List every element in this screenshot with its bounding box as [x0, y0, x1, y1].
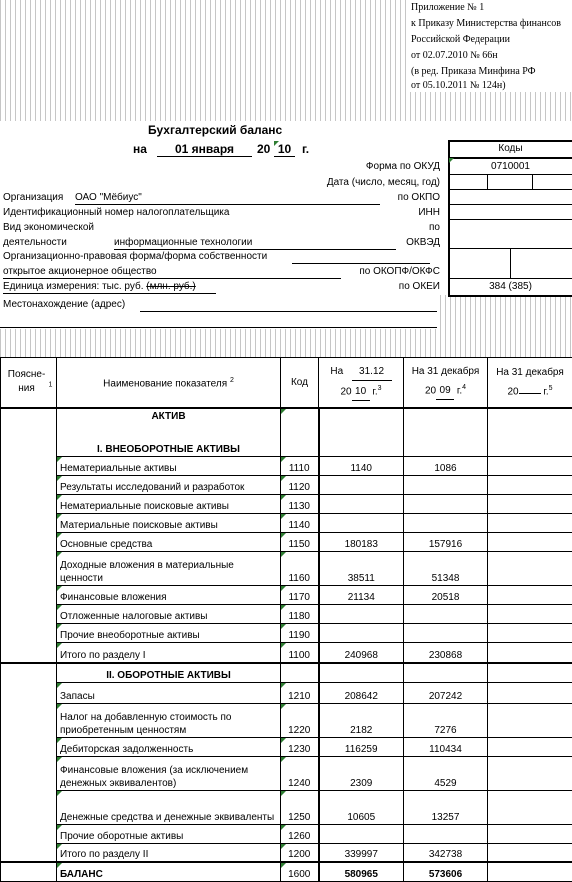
- note-cell: [1, 408, 57, 457]
- row-value-prev[interactable]: [404, 824, 488, 843]
- row-value-current[interactable]: 38511: [319, 551, 404, 585]
- row-code: 1220: [281, 703, 319, 737]
- row-code: 1120: [281, 475, 319, 494]
- inn-caption: Идентификационный номер налогоплательщика: [3, 206, 229, 219]
- cell-marker: [281, 844, 286, 849]
- row-code: 1180: [281, 604, 319, 623]
- legal-form-field[interactable]: открытое акционерное общество: [3, 265, 341, 279]
- period1-year-field[interactable]: 10: [352, 384, 370, 401]
- col-period2-header: [404, 358, 488, 408]
- cell-marker: [57, 605, 62, 610]
- row-value-prev[interactable]: 7276: [404, 703, 488, 737]
- note-cell[interactable]: [1, 682, 57, 703]
- footnote-mark: 5: [549, 385, 553, 392]
- row-name: Прочие внеоборотные активы: [57, 623, 281, 642]
- cell-marker: [57, 757, 62, 762]
- cell-marker: [274, 141, 279, 146]
- appendix-line: Приложение № 1: [411, 0, 572, 16]
- row-name: Прочие оборотные активы: [57, 824, 281, 843]
- period3-label: На 31 декабря: [488, 365, 572, 381]
- col-code-header: Код: [281, 358, 319, 408]
- table-row: [1, 475, 572, 494]
- row-name: Результаты исследований и разработок: [57, 475, 281, 494]
- footnote-mark: 2: [230, 377, 234, 384]
- cell-marker: [57, 643, 62, 648]
- row-value-prev[interactable]: 20518: [404, 585, 488, 604]
- note-cell[interactable]: [1, 642, 57, 663]
- cell-marker: [281, 586, 286, 591]
- row-value-prev[interactable]: 157916: [404, 532, 488, 551]
- cell-marker: [57, 825, 62, 830]
- period1-year-prefix: 20: [340, 386, 351, 397]
- okud-label: Форма по ОКУД: [366, 160, 440, 173]
- row-value-prev[interactable]: 207242: [404, 682, 488, 703]
- cell-marker: [281, 409, 286, 414]
- row-code: 1200: [281, 843, 319, 862]
- period2-year-prefix: 20: [425, 385, 436, 396]
- row-name: Дебиторская задолженность: [57, 737, 281, 756]
- note-cell: [1, 663, 57, 682]
- period1-prefix: На: [330, 366, 343, 377]
- appendix-line: (в ред. Приказа Минфина РФ: [411, 64, 572, 80]
- note-cell[interactable]: [1, 585, 57, 604]
- okpo-label: по ОКПО: [398, 191, 440, 204]
- footnote-mark: 4: [462, 384, 466, 391]
- row-code: 1170: [281, 585, 319, 604]
- note-cell[interactable]: [1, 843, 57, 862]
- cell-marker: [281, 495, 286, 500]
- cell-marker: [281, 643, 286, 648]
- note-cell[interactable]: [1, 703, 57, 737]
- row-code: 1140: [281, 513, 319, 532]
- cell-marker: [57, 704, 62, 709]
- activity-label-2: деятельности: [3, 236, 67, 249]
- cell-marker: [281, 704, 286, 709]
- row-value-prev2[interactable]: [488, 623, 572, 642]
- section-header-cell: [57, 408, 281, 457]
- okved-label: ОКВЭД: [406, 236, 440, 249]
- col-note-label: Поясне-ния: [5, 368, 49, 396]
- codes-line: [448, 278, 572, 279]
- table-row: [1, 642, 572, 663]
- okopf-label: по ОКОПФ/ОКФС: [359, 265, 440, 278]
- appendix-line: от 02.07.2010 № 66н: [411, 48, 572, 64]
- value-cell: [404, 408, 488, 457]
- note-cell[interactable]: [1, 494, 57, 513]
- aktiv-title: АКТИВ: [60, 410, 277, 423]
- cell-marker: [57, 738, 62, 743]
- cell-marker: [281, 863, 286, 868]
- section-header-row: [1, 408, 572, 457]
- codes-line: [448, 219, 572, 220]
- cell-marker: [281, 533, 286, 538]
- value-cell: [319, 663, 404, 682]
- value-cell: [404, 663, 488, 682]
- row-code: 1230: [281, 737, 319, 756]
- appendix-line: к Приказу Министерства финансов: [411, 16, 572, 32]
- row-value-prev2[interactable]: [488, 703, 572, 737]
- row-code: 1250: [281, 790, 319, 824]
- row-code: 1240: [281, 756, 319, 790]
- col-period1-header: [319, 358, 404, 408]
- col-note-header: [1, 358, 57, 408]
- note-cell[interactable]: [1, 737, 57, 756]
- codes-line: [448, 204, 572, 205]
- cell-marker: [57, 624, 62, 629]
- row-value-prev[interactable]: [404, 513, 488, 532]
- row-value-current[interactable]: 1140: [319, 456, 404, 475]
- row-value-prev[interactable]: 51348: [404, 551, 488, 585]
- cell-marker: [281, 624, 286, 629]
- note-cell[interactable]: [1, 551, 57, 585]
- cell-marker: [281, 552, 286, 557]
- unit-text: Единица измерения: тыс. руб.: [3, 281, 143, 292]
- cell-marker: [281, 791, 286, 796]
- table-row: [1, 862, 572, 881]
- table-row: [1, 623, 572, 642]
- codes-vline: [510, 248, 511, 278]
- inn-label: ИНН: [418, 206, 440, 219]
- row-name: Финансовые вложения (за исключением денежных эквивалентов): [57, 756, 281, 790]
- cell-marker: [57, 844, 62, 849]
- cell-marker: [57, 495, 62, 500]
- row-value-current[interactable]: 21134: [319, 585, 404, 604]
- row-name: Налог на добавленную стоимость по приобретенным ценностям: [57, 703, 281, 737]
- activity-label: Вид экономической: [3, 221, 94, 234]
- row-value-prev2[interactable]: [488, 456, 572, 475]
- table-row: [1, 532, 572, 551]
- row-value-prev2[interactable]: [488, 475, 572, 494]
- code-cell: [281, 663, 319, 682]
- period3-year-field[interactable]: [519, 381, 541, 394]
- section-header-row: [1, 663, 572, 682]
- row-code: 1160: [281, 551, 319, 585]
- row-code: 1150: [281, 532, 319, 551]
- row-value-prev2[interactable]: [488, 862, 572, 881]
- cell-marker: [57, 863, 62, 868]
- row-value-current[interactable]: 240968: [319, 642, 404, 663]
- col-period3-header: [488, 358, 572, 408]
- legal-form-label: Организационно-правовая форма/форма собственности: [3, 250, 293, 263]
- period1-date-field[interactable]: 31.12: [352, 364, 392, 381]
- report-date-field[interactable]: 01 января: [157, 142, 252, 157]
- row-value-prev2[interactable]: [488, 551, 572, 585]
- codes-vline: [487, 174, 488, 189]
- cell-marker: [57, 791, 62, 796]
- row-value-prev2[interactable]: [488, 642, 572, 663]
- row-name: Денежные средства и денежные эквиваленты: [57, 790, 281, 824]
- row-code: 1260: [281, 824, 319, 843]
- section1-title: I. ВНЕОБОРОТНЫЕ АКТИВЫ: [60, 443, 277, 456]
- year-prefix: 20: [257, 142, 270, 156]
- okei-label: по ОКЕИ: [399, 280, 440, 293]
- footnote-mark: 3: [378, 385, 382, 392]
- table-row: [1, 756, 572, 790]
- note-cell[interactable]: [1, 532, 57, 551]
- table-row: [1, 456, 572, 475]
- cell-marker: [281, 738, 286, 743]
- row-value-current[interactable]: 2182: [319, 703, 404, 737]
- period3-suffix: г.: [543, 386, 548, 397]
- cell-marker: [281, 757, 286, 762]
- date-label: Дата (число, месяц, год): [327, 176, 440, 189]
- date-suffix: г.: [302, 142, 309, 156]
- row-value-prev[interactable]: 4529: [404, 756, 488, 790]
- row-value-prev[interactable]: [404, 494, 488, 513]
- row-value-prev[interactable]: 230868: [404, 642, 488, 663]
- row-name: Запасы: [57, 682, 281, 703]
- row-name: Итого по разделу II: [57, 843, 281, 862]
- row-value-current[interactable]: [319, 494, 404, 513]
- period2-label: На 31 декабря: [404, 364, 487, 380]
- unit-struck: (млн. руб.): [146, 281, 196, 292]
- cell-marker: [281, 476, 286, 481]
- row-code: 1190: [281, 623, 319, 642]
- note-cell[interactable]: [1, 862, 57, 881]
- note-cell[interactable]: [1, 756, 57, 790]
- codes-line: [448, 189, 572, 190]
- code-cell: [281, 408, 319, 457]
- table-row: [1, 682, 572, 703]
- location-underline-2[interactable]: [0, 327, 437, 328]
- location-label: Местонахождение (адрес): [3, 298, 125, 311]
- page-title: Бухгалтерский баланс: [148, 123, 282, 137]
- cell-marker: [57, 586, 62, 591]
- cell-marker: [281, 514, 286, 519]
- period1-suffix: г.: [372, 386, 377, 397]
- col-name-header: [57, 358, 281, 408]
- cell-marker: [57, 457, 62, 462]
- cell-marker: [57, 533, 62, 538]
- row-code: 1600: [281, 862, 319, 881]
- codes-divider: [448, 157, 572, 159]
- table-header-row: [1, 358, 572, 408]
- org-field[interactable]: ОАО "Мёбиус": [75, 191, 380, 205]
- row-value-prev2[interactable]: [488, 843, 572, 862]
- codes-line: [448, 174, 572, 175]
- row-value-prev2[interactable]: [488, 790, 572, 824]
- note-cell[interactable]: [1, 513, 57, 532]
- appendix-line: от 05.10.2011 № 124н): [411, 80, 572, 92]
- row-value-prev2[interactable]: [488, 585, 572, 604]
- note-cell[interactable]: [1, 475, 57, 494]
- table-row: [1, 843, 572, 862]
- date-prefix: на: [133, 142, 147, 156]
- table-row: [1, 513, 572, 532]
- row-code: 1210: [281, 682, 319, 703]
- row-name: БАЛАНС: [57, 862, 281, 881]
- row-value-current[interactable]: [319, 604, 404, 623]
- row-name: Финансовые вложения: [57, 585, 281, 604]
- row-name: Нематериальные поисковые активы: [57, 494, 281, 513]
- table-body: [1, 408, 572, 882]
- row-value-prev[interactable]: [404, 623, 488, 642]
- location-underline: [140, 311, 437, 312]
- row-name: Итого по разделу I: [57, 642, 281, 663]
- row-value-prev2[interactable]: [488, 756, 572, 790]
- cell-marker: [281, 825, 286, 830]
- okud-value[interactable]: 0710001: [448, 160, 572, 173]
- row-value-prev[interactable]: 110434: [404, 737, 488, 756]
- unit-label: [3, 280, 196, 293]
- table-row: [1, 585, 572, 604]
- row-value-current[interactable]: 208642: [319, 682, 404, 703]
- row-name: Материальные поисковые активы: [57, 513, 281, 532]
- row-value-prev2[interactable]: [488, 494, 572, 513]
- row-value-prev[interactable]: 573606: [404, 862, 488, 881]
- note-cell[interactable]: [1, 623, 57, 642]
- period2-year-field[interactable]: 09: [436, 383, 454, 400]
- cell-marker: [281, 683, 286, 688]
- row-name: Основные средства: [57, 532, 281, 551]
- row-name: Отложенные налоговые активы: [57, 604, 281, 623]
- row-value-prev[interactable]: [404, 604, 488, 623]
- footnote-mark: 1: [49, 382, 53, 389]
- row-code: 1130: [281, 494, 319, 513]
- table-row: [1, 604, 572, 623]
- row-value-current[interactable]: [319, 475, 404, 494]
- row-value-current[interactable]: [319, 513, 404, 532]
- unit-underline: [3, 293, 216, 294]
- row-value-current[interactable]: 10605: [319, 790, 404, 824]
- row-value-prev2[interactable]: [488, 737, 572, 756]
- table-row: [1, 494, 572, 513]
- activity-field[interactable]: информационные технологии: [114, 236, 396, 250]
- appendix-note: [409, 0, 572, 92]
- row-value-prev[interactable]: 342738: [404, 843, 488, 862]
- table-row: [1, 551, 572, 585]
- po-label: по: [429, 221, 440, 234]
- row-value-prev2[interactable]: [488, 513, 572, 532]
- row-value-current[interactable]: 339997: [319, 843, 404, 862]
- value-cell: [319, 408, 404, 457]
- table-row: [1, 737, 572, 756]
- row-name: Нематериальные активы: [57, 456, 281, 475]
- row-value-current[interactable]: 580965: [319, 862, 404, 881]
- appendix-line: Российской Федерации: [411, 32, 572, 48]
- value-cell: [488, 663, 572, 682]
- note-cell[interactable]: [1, 604, 57, 623]
- org-label: Организация: [3, 191, 63, 204]
- row-value-current[interactable]: 2309: [319, 756, 404, 790]
- table-row: [1, 790, 572, 824]
- cell-marker: [281, 605, 286, 610]
- period3-year-prefix: 20: [507, 386, 518, 397]
- row-value-prev2[interactable]: [488, 532, 572, 551]
- row-name: Доходные вложения в материальные ценности: [57, 551, 281, 585]
- row-code: 1110: [281, 456, 319, 475]
- col-name-label: Наименование показателя: [103, 378, 227, 389]
- row-value-current[interactable]: 116259: [319, 737, 404, 756]
- row-value-current[interactable]: 180183: [319, 532, 404, 551]
- period2-suffix: г.: [457, 385, 462, 396]
- report-year-field[interactable]: 10: [274, 142, 295, 157]
- note-cell[interactable]: [1, 824, 57, 843]
- row-value-prev[interactable]: 13257: [404, 790, 488, 824]
- cell-marker: [57, 683, 62, 688]
- row-value-prev[interactable]: 1086: [404, 456, 488, 475]
- cell-marker: [57, 514, 62, 519]
- section2-title: II. ОБОРОТНЫЕ АКТИВЫ: [57, 663, 281, 682]
- row-code: 1100: [281, 642, 319, 663]
- table-row: [1, 703, 572, 737]
- note-cell[interactable]: [1, 456, 57, 475]
- codes-vline: [532, 174, 533, 189]
- cell-marker: [281, 457, 286, 462]
- codes-header: Коды: [448, 142, 572, 155]
- legal-form-underline: [292, 263, 430, 264]
- row-value-prev2[interactable]: [488, 682, 572, 703]
- okei-value[interactable]: 384 (385): [448, 280, 572, 293]
- balance-table: [0, 357, 572, 882]
- table-row: [1, 824, 572, 843]
- row-value-current[interactable]: [319, 824, 404, 843]
- value-cell: [488, 408, 572, 457]
- row-value-prev[interactable]: [404, 475, 488, 494]
- row-value-prev2[interactable]: [488, 604, 572, 623]
- note-cell[interactable]: [1, 790, 57, 824]
- row-value-prev2[interactable]: [488, 824, 572, 843]
- row-value-current[interactable]: [319, 623, 404, 642]
- cell-marker: [57, 476, 62, 481]
- cell-marker: [57, 552, 62, 557]
